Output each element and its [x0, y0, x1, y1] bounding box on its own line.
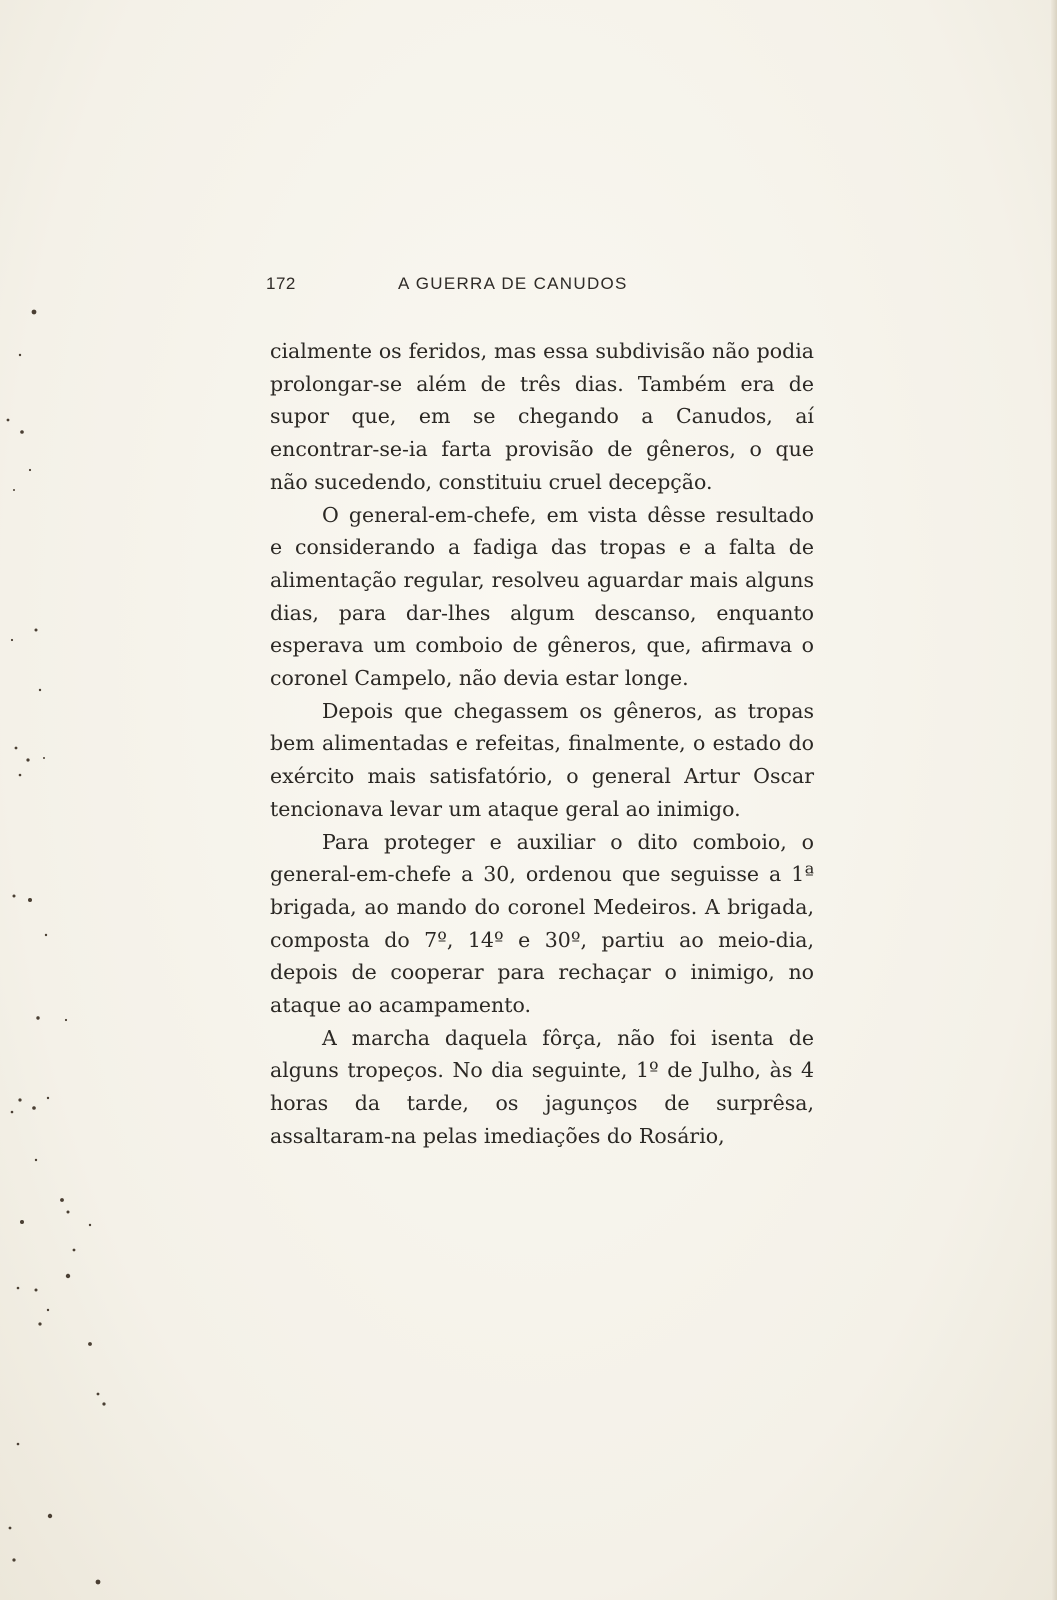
paragraph-3: Depois que chegassem os gêneros, as tropas bem alimentadas e refeitas, finalmente, o estado do exército mais satisfatório, o general Artur Oscar tencionava levar um ataque geral ao inimigo. [270, 698, 814, 821]
paragraph-4: Para proteger e auxiliar o dito comboio, o general-em-chefe a 30, ordenou que seguisse a 1ª brigada, ao mando do coronel Medeiros. A brigada, composta do 7º, 14º e 30º, partiu ao meio-dia, depois de cooperar para rechaçar o inimigo, no ataque ao acampamento. [270, 829, 814, 1018]
paper-foxing-specks [0, 0, 160, 1600]
paragraph-5: A marcha daquela fôrça, não foi isenta de alguns tropeços. No dia seguinte, 1º de Julho, às 4 horas da tarde, os jagunços de surprêsa, assaltaram-na pelas imediações do Rosário, [270, 1025, 814, 1148]
page-edge-shadow [1051, 0, 1057, 1600]
page-header [266, 274, 826, 304]
body-text [270, 335, 814, 1153]
running-title: A GUERRA DE CANUDOS [398, 274, 628, 293]
paragraph-2: O general-em-chefe, em vista dêsse resultado e considerando a fadiga das tropas e a falta de alimentação regular, resolveu aguardar mais alguns dias, para dar-lhes algum descanso, enquanto esperava um comboio de gêneros, que, afirmava o coronel Campelo, não devia estar longe. [270, 502, 814, 691]
paragraph-1: cialmente os feridos, mas essa subdivisão não podia prolongar-se além de três dias. Também era de supor que, em se chegando a Canudos, aí encontrar-se-ia farta provisão de gêneros, o que não sucedendo, constituiu cruel decepção. [270, 339, 814, 494]
page-number: 172 [266, 274, 296, 293]
